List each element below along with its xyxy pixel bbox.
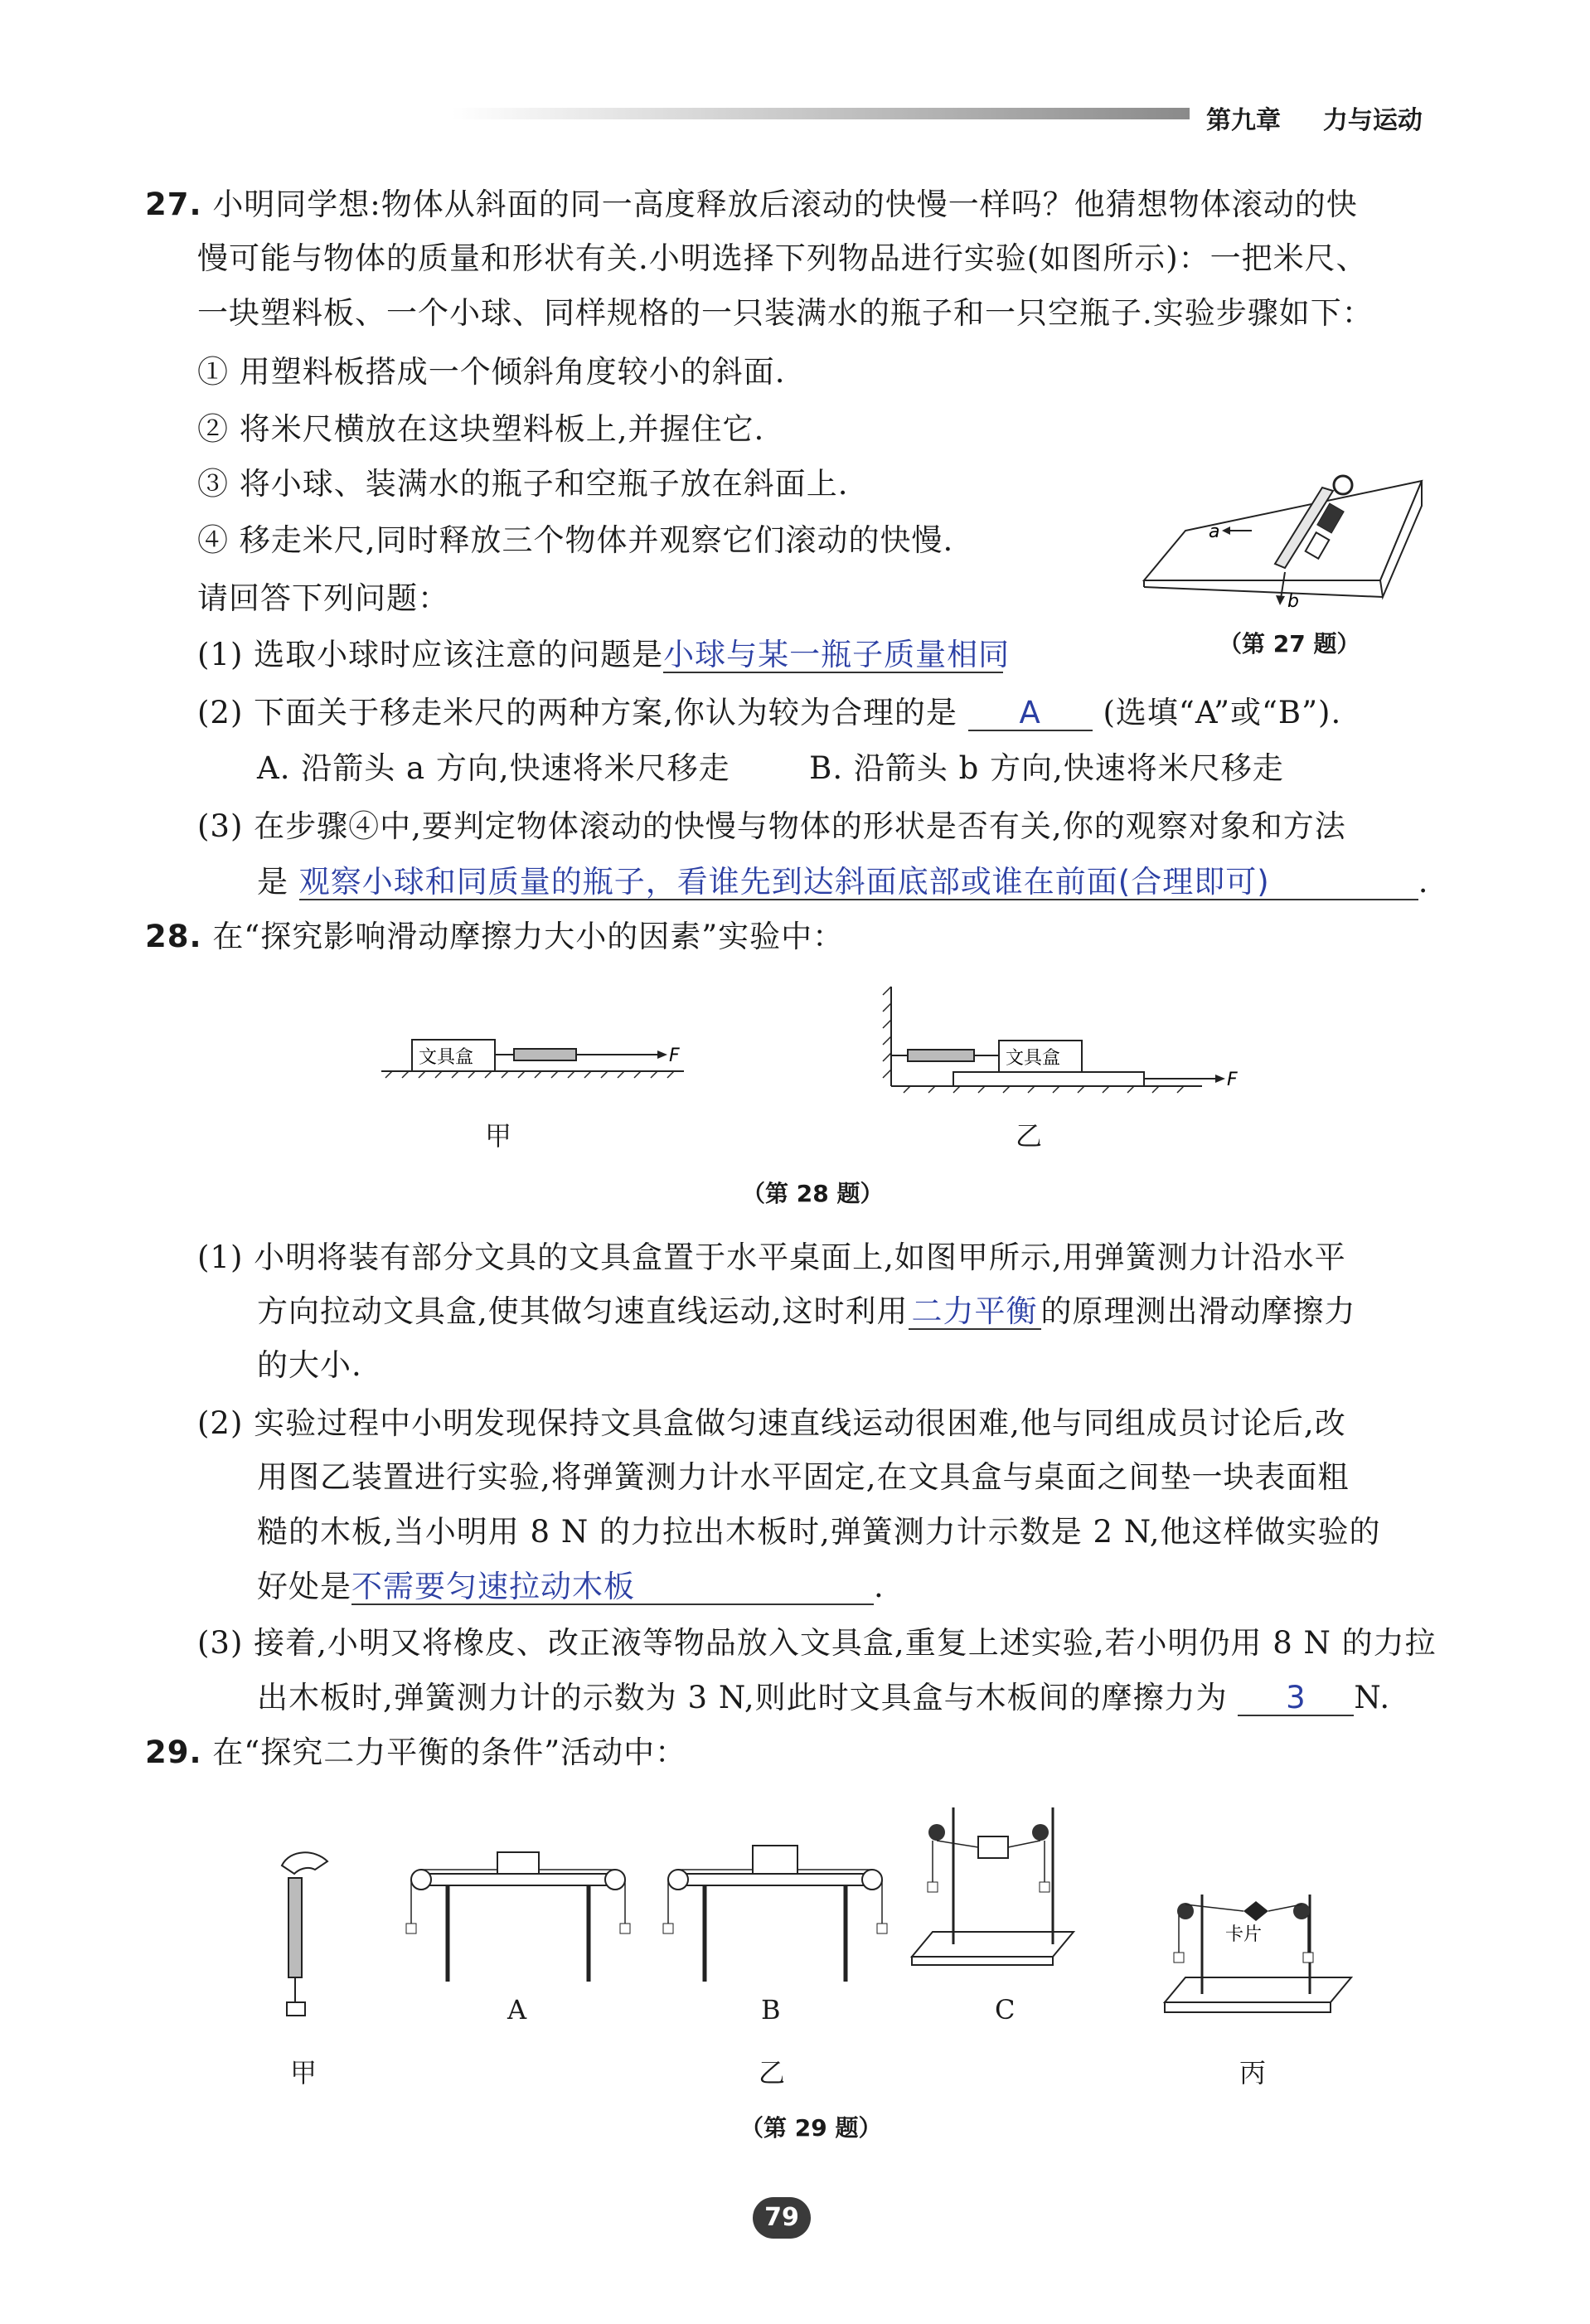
chapter-title: 力与运动 [1322, 106, 1423, 135]
q27-p3-end: . [1418, 864, 1429, 900]
force-label-yi: F [1227, 1070, 1238, 1090]
q29-label-yi: 乙 [759, 2057, 786, 2089]
pull-arrow-head [657, 1050, 667, 1059]
q27-p1-blank [663, 637, 1011, 673]
q27-number: 27. [145, 187, 202, 222]
q27-part-2 [197, 695, 1341, 731]
table-hatch-yi [904, 1086, 1184, 1093]
weight-a1 [406, 1924, 416, 1933]
q29-figure-b [655, 1841, 895, 1998]
q28-p2-lead: 好处是 [257, 1569, 351, 1604]
q29-number: 29. [145, 1735, 202, 1770]
page-number-text: 79 [764, 2203, 799, 2232]
card [1243, 1901, 1268, 1921]
q29-label-b: B [761, 1994, 781, 2026]
q28-p2-blank [351, 1570, 874, 1605]
string-c2 [1008, 1841, 1040, 1847]
q28-figure-jia [377, 1028, 692, 1094]
q28-p1-text-b: 的原理测出滑动摩擦力 [1040, 1293, 1356, 1329]
q27-step-1: ① 用塑料板搭成一个倾斜角度较小的斜面. [197, 354, 786, 390]
q27-p1-text: (1) 选取小球时应该注意的问题是 [197, 637, 664, 672]
q29-caption: （第 29 题） [740, 2114, 882, 2142]
fig-label-a: a [1209, 522, 1220, 542]
q28-p2-answer: 不需要匀速拉动木板 [351, 1569, 635, 1604]
q28-part-1-line-3: 的大小. [257, 1347, 362, 1383]
block-b [753, 1846, 797, 1874]
q28-p3-blank [1238, 1681, 1354, 1716]
q28-intro: 在“探究影响滑动摩擦力大小的因素”实验中： [212, 919, 845, 954]
q29-figure-a [398, 1841, 638, 1998]
q28-label-yi: 乙 [1016, 1120, 1043, 1152]
pulley-right-b [862, 1870, 882, 1890]
q27-p3-answer: 观察小球和同质量的瓶子，看谁先到达斜面底部或谁在前面(合理即可) [298, 864, 1270, 900]
ball [1334, 476, 1352, 494]
q27-p3-blank [299, 866, 1418, 900]
q29-intro: 在“探究二力平衡的条件”活动中： [212, 1735, 687, 1770]
q28-part-3-line-1: (3) 接着,小明又将橡皮、改正液等物品放入文具盒,重复上述实验,若小明仍用 8 N 的力拉 [197, 1625, 1437, 1661]
base-bing-front [1165, 2002, 1331, 2012]
pull-arrow-head-yi [1215, 1075, 1225, 1083]
weight-bing2 [1303, 1953, 1313, 1963]
q29-label-a: A [507, 1994, 527, 2026]
q28-figure-yi [879, 982, 1260, 1099]
q27-part-1 [197, 637, 1011, 673]
weight-b2 [877, 1924, 887, 1933]
q28-caption: （第 28 题） [742, 1180, 884, 1207]
q27-p2-answer: A [1019, 695, 1041, 730]
weight-a2 [620, 1924, 630, 1933]
force-label: F [669, 1046, 680, 1066]
box-label: 文具盒 [419, 1047, 474, 1068]
q28-part-2-line-1: (2) 实验过程中小明发现保持文具盒做匀速直线运动很困难,他与同组成员讨论后,改 [197, 1405, 1346, 1441]
q27-p2-blank [968, 696, 1093, 731]
q27-p1-answer: 小球与某一瓶子质量相同 [663, 637, 1011, 672]
arrow-b-head [1276, 595, 1285, 605]
q28-p2-end: . [874, 1569, 885, 1604]
pulley-c1 [928, 1824, 945, 1841]
spring-scale-yi [908, 1050, 974, 1061]
base-bing [1165, 1977, 1351, 2002]
weight-c1 [928, 1882, 938, 1892]
hand [282, 1852, 327, 1874]
q27-step-4: ④ 移走米尺,同时释放三个物体并观察它们滚动的快慢. [197, 522, 954, 558]
q27-option-a: A. 沿箭头 a 方向,快速将米尺移走 [257, 750, 730, 786]
q28-p1-answer: 二力平衡 [911, 1293, 1038, 1329]
chapter-number: 第九章 [1206, 106, 1281, 135]
weight-block [287, 2002, 305, 2016]
string-bing1 [1185, 1904, 1243, 1911]
cart-c [978, 1836, 1008, 1858]
q27-caption: （第 27 题） [1219, 630, 1360, 657]
pulley-c2 [1032, 1824, 1049, 1841]
q28-label-jia: 甲 [485, 1120, 512, 1152]
weight-b1 [663, 1924, 673, 1933]
q27-step-2: ② 将米尺横放在这块塑料板上,并握住它. [197, 411, 765, 447]
table-hatch [385, 1071, 674, 1078]
pulley-left-b [668, 1870, 688, 1890]
q29-figure-jia [265, 1845, 348, 2027]
q27-p2-text: (2) 下面关于移走米尺的两种方案,你认为较为合理的是 [197, 695, 957, 730]
q29-figure-bing [1161, 1845, 1360, 2027]
q27-line-3: 一块塑料板、一个小球、同样规格的一只装满水的瓶子和一只空瓶子.实验步骤如下： [197, 295, 1374, 331]
wooden-board [953, 1072, 1144, 1086]
q27-step-3: ③ 将小球、装满水的瓶子和空瓶子放在斜面上. [197, 466, 849, 502]
q28-part-1-line-2 [257, 1293, 1356, 1330]
q29-label-c: C [995, 1994, 1016, 2026]
q27-p2-tail: (选填“A”或“B”). [1103, 695, 1342, 730]
wall-hatch [883, 987, 891, 1078]
q29-label-bing: 丙 [1239, 2057, 1267, 2089]
q27-p3-lead: 是 [257, 864, 288, 900]
q29-label-jia: 甲 [290, 2057, 318, 2089]
q28-p3-unit: N. [1354, 1680, 1391, 1715]
q27-figure [1136, 464, 1434, 614]
box-label-yi: 文具盒 [1006, 1048, 1061, 1069]
weight-bing1 [1174, 1953, 1184, 1963]
table-top-b [684, 1874, 866, 1885]
table-top-a [427, 1874, 609, 1885]
q28-p1-text-a: 方向拉动文具盒,使其做匀速直线运动,这时利用 [257, 1293, 909, 1329]
base-c [912, 1932, 1074, 1957]
q27-option-b: B. 沿箭头 b 方向,快速将米尺移走 [809, 750, 1284, 786]
q28-part-2-line-2: 用图乙装置进行实验,将弹簧测力计水平固定,在文具盒与桌面之间垫一块表面粗 [257, 1459, 1350, 1495]
header-chapter [1206, 99, 1423, 136]
string-c1 [937, 1841, 978, 1847]
q28-part-2-line-3: 糙的木板,当小明用 8 N 的力拉出木板时,弹簧测力计示数是 2 N,他这样做实验的 [257, 1514, 1381, 1550]
incline-board-bottom-edge [1144, 587, 1383, 597]
q28-part-3-line-2 [257, 1680, 1390, 1716]
q28-part-1-line-1: (1) 小明将装有部分文具的文具盒置于水平桌面上,如图甲所示,用弹簧测力计沿水平 [197, 1240, 1346, 1275]
q28-p1-blank [909, 1295, 1041, 1330]
q28-number: 28. [145, 919, 202, 954]
q27-part-3-line-2 [257, 864, 1429, 900]
spring-scale [514, 1049, 576, 1060]
q27-line-1 [145, 187, 1358, 223]
q27-prompt: 请回答下列问题： [197, 580, 449, 616]
q28-part-2-line-4 [257, 1569, 885, 1605]
q28-p3-answer: 3 [1286, 1680, 1306, 1715]
base-c-front [912, 1957, 1053, 1965]
spring-scale-vertical [288, 1878, 302, 1977]
q27-line-2: 慢可能与物体的质量和形状有关.小明选择下列物品进行实验(如图所示)：一把米尺、 [197, 240, 1368, 276]
weight-c2 [1040, 1882, 1049, 1892]
q27-part-3-line-1: (3) 在步骤④中,要判定物体滚动的快慢与物体的形状是否有关,你的观察对象和方法 [197, 808, 1346, 844]
header-rule [452, 108, 1190, 119]
page-number [753, 2197, 811, 2239]
q29-figure-c [908, 1799, 1082, 1977]
pulley-right-a [605, 1870, 625, 1890]
q27-options [257, 750, 1284, 787]
q27-text-1: 小明同学想:物体从斜面的同一高度释放后滚动的快慢一样吗？他猜想物体滚动的快 [212, 187, 1358, 222]
q28-p3-text: 出木板时,弹簧测力计的示数为 3 N,则此时文具盒与木板间的摩擦力为 [257, 1680, 1228, 1715]
pulley-left-a [411, 1870, 431, 1890]
card-label: 卡片 [1225, 1924, 1263, 1945]
q28-line-1 [145, 919, 844, 955]
cart-a [497, 1852, 539, 1874]
q29-line-1 [145, 1735, 686, 1771]
fig-label-b: b [1287, 591, 1299, 612]
